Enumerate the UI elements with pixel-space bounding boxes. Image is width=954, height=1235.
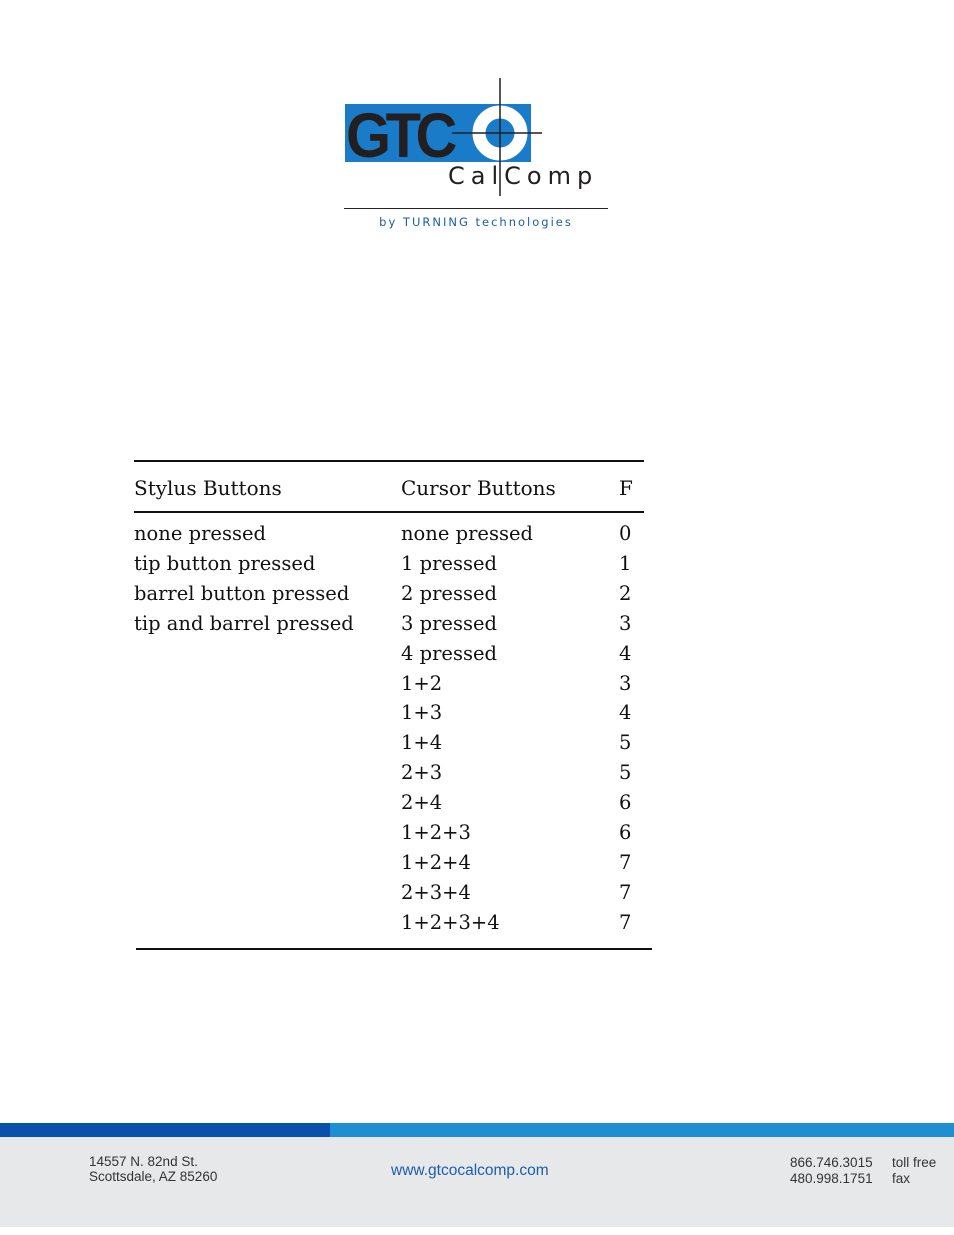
cursor-cell: 2+3 (401, 761, 443, 785)
header-cursor-buttons: Cursor Buttons (401, 476, 556, 500)
f-value-cell: 2 (619, 581, 632, 605)
website-link[interactable]: www.gtcocalcomp.com (391, 1162, 549, 1179)
phone-fax: 480.998.1751 (790, 1171, 873, 1186)
f-value-cell: 0 (619, 522, 632, 545)
f-value-cell: 7 (619, 850, 632, 874)
cursor-cell: 2 pressed (401, 581, 497, 605)
footer (0, 1137, 954, 1227)
table-bottom-rule (136, 948, 652, 950)
cursor-cell: 1+2 (401, 671, 443, 695)
table-header-rule (134, 511, 644, 513)
header-f: F (619, 476, 633, 500)
cursor-cell: 2+3+4 (401, 880, 471, 904)
f-value-cell: 7 (619, 880, 632, 904)
header-stylus-buttons: Stylus Buttons (134, 476, 282, 500)
f-value-cell: 6 (619, 821, 632, 844)
logo-divider (344, 208, 608, 209)
stylus-cell: tip button pressed (134, 551, 316, 575)
f-value-cell: 3 (619, 611, 632, 635)
address-line-1: 14557 N. 82nd St. (89, 1154, 198, 1169)
phone-toll-free-label: toll free (892, 1155, 937, 1170)
f-value-cell: 7 (619, 910, 632, 934)
cursor-cell: 1+3 (401, 701, 443, 725)
gtco-calcomp-logo (342, 78, 614, 238)
phone-toll-free: 866.746.3015 (790, 1155, 873, 1170)
f-value-cell: 4 (619, 701, 632, 725)
footer-color-band (0, 1123, 954, 1137)
f-value-cell: 5 (619, 731, 632, 755)
stylus-cell: none pressed (134, 522, 266, 545)
cursor-cell: 2+4 (401, 791, 443, 815)
cursor-cell: 1+2+3+4 (401, 910, 500, 934)
logo-letters: GTC (346, 101, 452, 171)
phone-fax-label: fax (892, 1171, 911, 1186)
cursor-cell: 1+2+4 (401, 850, 471, 874)
cursor-cell: none pressed (401, 522, 533, 545)
cursor-cell: 4 pressed (401, 641, 497, 665)
cursor-cell: 1+4 (401, 731, 443, 755)
logo-calcomp-wordmark: CalComp (448, 162, 599, 190)
f-value-cell: 5 (619, 761, 632, 785)
cursor-cell: 3 pressed (401, 611, 497, 635)
table-top-rule (134, 460, 644, 462)
button-mapping-table (132, 460, 654, 954)
f-value-cell: 1 (619, 551, 632, 575)
stylus-cell: barrel button pressed (134, 581, 350, 605)
cursor-cell: 1 pressed (401, 551, 497, 575)
f-value-cell: 4 (619, 641, 632, 665)
logo-tagline: by TURNING technologies (379, 215, 573, 229)
f-value-cell: 3 (619, 671, 632, 695)
cursor-cell: 1+2+3 (401, 821, 471, 844)
address-line-2: Scottsdale, AZ 85260 (89, 1169, 218, 1184)
stylus-cell: tip and barrel pressed (134, 611, 354, 635)
f-value-cell: 6 (619, 791, 632, 815)
